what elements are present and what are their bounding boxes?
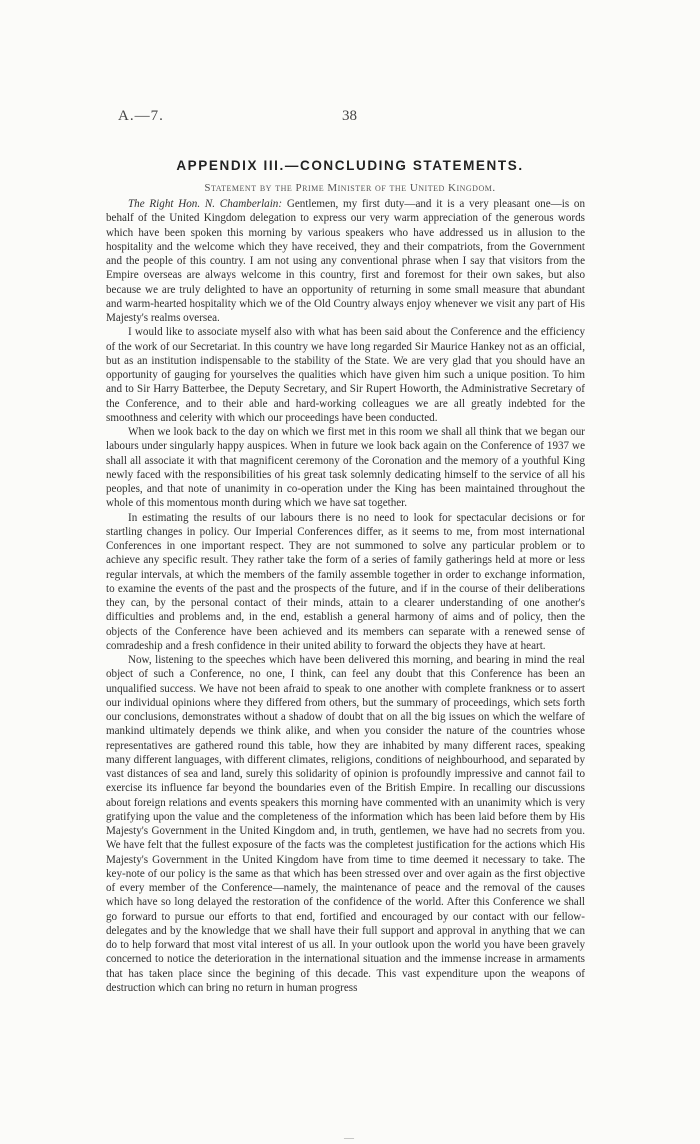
document-reference: A.—7.: [118, 108, 164, 124]
paragraph-5: Now, listening to the speeches which have been delivered this morning, and bearing in mind the real object of such a Conference, no one, I think, can feel any doubt that this Conference has been an unqualified success. We have not been afraid to speak to one another with complete frankness or to assert our individual opinions where they differed from others, but the summary of proceedings, which sets forth our conclusions, demonstrates without a shadow of doubt that on all the big issues on which the welfare of mankind ultimately depends we think alike, and when you consider the nature of the countries whose representatives are gathered round this table, how they are inhabited by many different races, speaking many different languages, with different climates, religions, conditions of neighbourhood, and separated by vast distances of sea and land, surely this solidarity of opinion is profoundly impressive and cannot fail to exercise its influence far beyond the boundaries even of the British Empire. In recalling our discussions about foreign relations and events speakers this morning have commented with an unanimity which is very gratifying upon the value and the completeness of the information which has been laid before them by His Majesty's Government in the United Kingdom and, in truth, gentlemen, we have had no secrets from you. We have felt that the fullest exposure of the facts was the completest justification for the actions which His Majesty's Government in the United Kingdom have from time to time deemed it necessary to take. The key-note of our policy is the same as that which has been stressed over and over again as the first objective of every member of the Conference—namely, the maintenance of peace and the removal of the causes which have so long delayed the restoration of the confidence of the world. After this Conference we shall go forward to pursue our efforts to that end, fortified and encouraged by our contact with our fellow-delegates and by the knowledge that we shall have their full support and approval in anything that we can do to help forward that most vital interest of us all. In your outlook upon the world you have been gravely concerned to notice the deterioration in the international situation and the immense increase in armaments that has taken place since the begining of this decade. This vast expenditure upon the weapons of destruction which can bring no return in human progress: [106, 654, 585, 994]
footer-mark: —: [344, 1133, 354, 1144]
paragraph-4: In estimating the results of our labours there is no need to look for spectacular decisions or for startling changes in policy. Our Imperial Conferences differ, as it seems to me, from most international Conferences in one important respect. They are not summoned to solve any particular problem or to achieve any specific result. They rather take the form of a series of family gatherings held at more or less regular intervals, at which the members of the family assemble together in order to exchange information, to examine the events of the past and the prospects of the future, and if in the course of their deliberations they can, by the personal contact of their minds, attain to a clearer understanding of one another's difficulties and problems and, in the end, establish a general harmony of aims and of policy, then the objects of the Conference have been achieved and its members can separate with a renewed sense of comradeship and a fresh confidence in their united ability to forward the objects they have at heart.: [106, 511, 585, 652]
paragraph-2: I would like to associate myself also with what has been said about the Conference and the efficiency of the work of our Secretariat. In this country we have long regarded Sir Maurice Hankey not as an official, but as an institution indispensable to the stability of the State. We are very glad that you should have an opportunity of gauging for yourselves the qualities which have given him such a unique position. To him and to Sir Harry Batterbee, the Deputy Secretary, and Sir Rupert Howorth, the Administrative Secretary of the Conference, and to their able and hard-working colleagues we are all greatly indebted for the smoothness and celerity with which our proceedings have been conducted.: [106, 326, 585, 424]
paragraph-1: [106, 197, 585, 325]
statement-body: [106, 197, 585, 995]
speaker-name: The Right Hon. N. Chamberlain:: [128, 198, 283, 210]
statement-subtitle: Statement by the Prime Minister of the United Kingdom.: [204, 182, 496, 194]
paragraph-3: When we look back to the day on which we first met in this room we shall all think that we began our labours under singularly happy auspices. When in future we look back again on the Conference of 1937 we shall all associate it with that magnificent ceremony of the Coronation and the memory of a youthful King newly faced with the responsibilities of his great task solemnly dedicating himself to the service of all his peoples, and that note of unanimity in co-operation under the King has been maintained throughout the whole of this momentous month during which we have sat together.: [106, 426, 585, 510]
page-number: 38: [342, 108, 357, 124]
paragraph-1-text: Gentlemen, my first duty—and it is a very pleasant one—is on behalf of the United Kingdom delegation to express our very warm appreciation of the generous words which have been spoken this morning by various speakers who have addressed us in allusion to the hospitality and the welcome which they have received, they and their compatriots, from the Government and the people of this country. I am not using any conventional phrase when I say that visitors from the Empire overseas are always welcome in this country, first and foremost for their own sakes, but also because we are truly delighted to have an opportunity of returning in some small measure that abundant and warm-hearted hospitality which we of the Old Country always enjoy whenever we visit any part of His Majesty's realms oversea.: [106, 198, 586, 324]
appendix-title: APPENDIX III.—CONCLUDING STATEMENTS.: [176, 158, 524, 173]
